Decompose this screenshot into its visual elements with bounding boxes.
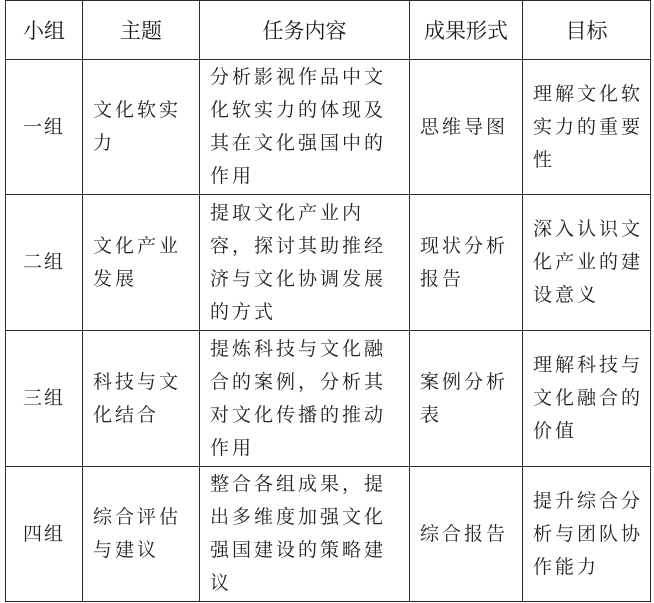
- goal-cell: [523, 60, 651, 195]
- output-text: 综合报告: [420, 522, 509, 545]
- theme-text: 综合评估与建议: [93, 506, 182, 561]
- table-row: [6, 195, 651, 331]
- theme-cell: [83, 331, 200, 467]
- goal-text: 深入认识文化产业的建设意义: [533, 218, 644, 306]
- group-cell: 三组: [6, 331, 83, 467]
- goal-cell: [523, 467, 651, 602]
- table-header-row: [6, 1, 651, 60]
- task-cell: [200, 467, 410, 602]
- output-cell: [410, 195, 523, 331]
- goal-cell: [523, 195, 651, 331]
- output-text: 思维导图: [420, 115, 509, 138]
- header-output: 成果形式: [410, 1, 523, 60]
- output-cell: [410, 60, 523, 195]
- group-cell: 四组: [6, 467, 83, 602]
- theme-cell: [83, 195, 200, 331]
- output-text: 现状分析报告: [420, 234, 509, 290]
- task-text: 分析影视作品中文化软实力的体现及其在文化强国中的作用: [210, 66, 387, 187]
- group-cell: 二组: [6, 195, 83, 331]
- header-group: 小组: [6, 1, 83, 60]
- task-text: 提取文化产业内容，探讨其助推经济与文化协调发展的方式: [210, 201, 387, 323]
- goal-text: 提升综合分析与团队协作能力: [533, 489, 644, 578]
- header-goal: 目标: [523, 1, 651, 60]
- header-task: 任务内容: [200, 1, 410, 60]
- task-cell: [200, 331, 410, 467]
- theme-cell: [83, 467, 200, 602]
- goal-text: 理解科技与文化融合的价值: [533, 354, 644, 442]
- task-cell: [200, 60, 410, 195]
- theme-text: 科技与文化结合: [93, 370, 182, 426]
- table-row: [6, 467, 651, 602]
- task-text: 提炼科技与文化融合的案例，分析其对文化传播的推动作用: [210, 337, 387, 459]
- output-cell: [410, 331, 523, 467]
- table-row: [6, 331, 651, 467]
- goal-cell: [523, 331, 651, 467]
- output-text: 案例分析表: [420, 370, 509, 426]
- group-task-table: [5, 0, 651, 602]
- task-cell: [200, 195, 410, 331]
- theme-text: 文化软实力: [93, 99, 182, 154]
- theme-text: 文化产业发展: [93, 234, 182, 290]
- group-cell: 一组: [6, 60, 83, 195]
- output-cell: [410, 467, 523, 602]
- goal-text: 理解文化软实力的重要性: [533, 82, 644, 171]
- task-table-container: [5, 0, 650, 600]
- header-theme: 主题: [83, 1, 200, 60]
- table-row: [6, 60, 651, 195]
- task-text: 整合各组成果，提出多维度加强文化强国建设的策略建议: [210, 473, 387, 594]
- theme-cell: [83, 60, 200, 195]
